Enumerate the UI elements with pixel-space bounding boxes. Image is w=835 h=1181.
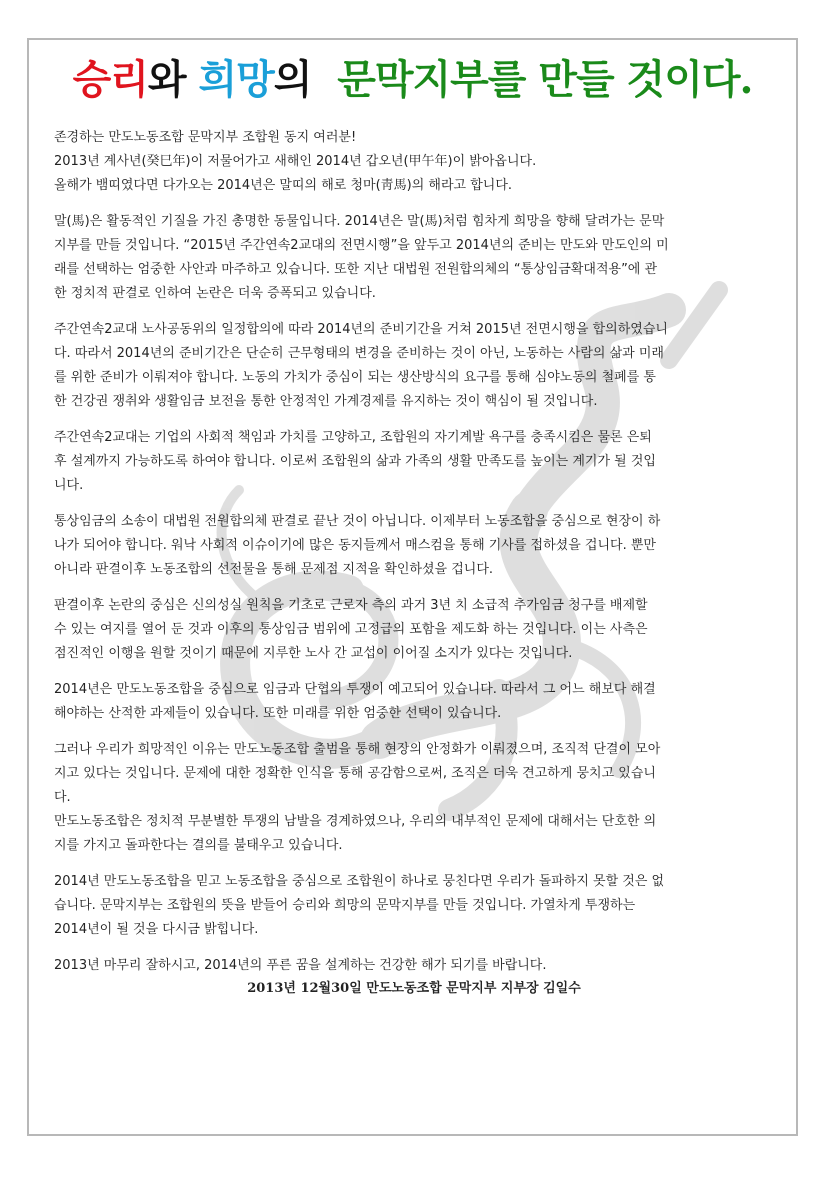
title-part: 승리 <box>72 56 148 103</box>
paragraph-line: 지부를 만들 것입니다. “2015년 주간연속2교대의 전면시행”을 앞두고 2014년의 준비는 만도와 만도인의 미 <box>54 238 669 253</box>
title-part: 희망 <box>198 56 274 103</box>
paragraph-line: 2013년 마무리 잘하시고, 2014년의 푸른 꿈을 설계하는 건강한 해가 되기를 바랍니다. <box>54 958 547 973</box>
paragraph-line: 주간연속2교대 노사공동위의 일정합의에 따라 2014년의 준비기간을 거쳐 2015년 전면시행을 합의하였습니 <box>54 322 668 337</box>
paragraph-line: 아니라 판결이후 노동조합의 선전물을 통해 문제점 지적을 확인하셨을 겁니다. <box>54 562 494 577</box>
paragraph-line: 판결이후 논란의 중심은 신의성실 원칙을 기초로 근로자 측의 과거 3년 치 소급적 추가임금 청구를 배제할 <box>54 598 648 613</box>
paragraph-line: 를 위한 준비가 이뤄져야 합니다. 노동의 가치가 중심이 되는 생산방식의 요구를 통해 심야노동의 철폐를 통 <box>54 370 656 385</box>
paragraph <box>54 954 774 978</box>
paragraph-line: 통상임금의 소송이 대법원 전원합의체 판결로 끝난 것이 아닙니다. 이제부터 노동조합을 중심으로 현장이 하 <box>54 514 661 529</box>
paragraph-line: 그러나 우리가 희망적인 이유는 만도노동조합 출범을 통해 현장의 안정화가 이뤄졌으며, 조직적 단결이 모아 <box>54 742 661 757</box>
paragraph <box>54 678 774 726</box>
document-content <box>29 40 796 1134</box>
paragraph <box>54 126 774 198</box>
title-part: 문막지부를 만들 것이다. <box>337 56 753 103</box>
paragraph-line: 습니다. 문막지부는 조합원의 뜻을 받들어 승리와 희망의 문막지부를 만들 것입니다. 가열차게 투쟁하는 <box>54 898 636 913</box>
paragraph-line: 래를 선택하는 엄중한 사안과 마주하고 있습니다. 또한 지난 대법원 전원합의체의 “통상임금확대적용”에 관 <box>54 262 658 277</box>
paragraph <box>54 510 774 582</box>
paragraph-line: 만도노동조합은 정치적 무분별한 투쟁의 남발을 경계하였으나, 우리의 내부적인 문제에 대해서는 단호한 의 <box>54 814 657 829</box>
title-part: 와 <box>147 56 199 103</box>
paragraph-line: 지고 있다는 것입니다. 문제에 대한 정확한 인식을 통해 공감함으로써, 조직은 더욱 견고하게 뭉치고 있습니 <box>54 766 656 781</box>
paragraph-line: 지를 가지고 돌파한다는 결의를 불태우고 있습니다. <box>54 838 343 853</box>
paragraph-line: 점진적인 이행을 원할 것이기 때문에 지루한 노사 간 교섭이 이어질 소지가 있다는 것입니다. <box>54 646 573 661</box>
paragraph-line: 한 건강권 쟁취와 생활임금 보전을 통한 안정적인 가계경제를 유지하는 것이 핵심이 될 것입니다. <box>54 394 598 409</box>
paragraph <box>54 738 774 858</box>
paragraph-line: 말(馬)은 활동적인 기질을 가진 총명한 동물입니다. 2014년은 말(馬)처럼 힘차게 희망을 향해 달려가는 문막 <box>54 214 665 229</box>
paragraph-line: 2013년 계사년(癸巳年)이 저물어가고 새해인 2014년 갑오년(甲午年)이 밝아옵니다. <box>54 154 537 169</box>
paragraph-line: 한 정치적 판결로 인하여 논란은 더욱 증폭되고 있습니다. <box>54 286 376 301</box>
letter-body <box>54 126 774 1000</box>
signature: 2013년 12월30일 만도노동조합 문막지부 지부장 김일수 <box>247 981 581 996</box>
paragraph-line: 니다. <box>54 478 84 493</box>
paragraph <box>54 870 774 942</box>
paragraph-line: 2014년은 만도노동조합을 중심으로 임금과 단협의 투쟁이 예고되어 있습니다. 따라서 그 어느 해보다 해결 <box>54 682 656 697</box>
page-title <box>29 50 796 110</box>
paragraph-line: 해야하는 산적한 과제들이 있습니다. 또한 미래를 위한 엄중한 선택이 있습니다. <box>54 706 502 721</box>
paragraph-line: 존경하는 만도노동조합 문막지부 조합원 동지 여러분! <box>54 130 357 145</box>
paragraph-line: 올해가 뱀띠였다면 다가오는 2014년은 말띠의 해로 청마(靑馬)의 해라고 합니다. <box>54 178 513 193</box>
paragraph <box>54 318 774 414</box>
title-part: 의 <box>273 56 338 103</box>
paragraph-line: 2014년 만도노동조합을 믿고 노동조합을 중심으로 조합원이 하나로 뭉친다면 우리가 돌파하지 못할 것은 없 <box>54 874 665 889</box>
paragraph-line: 수 있는 여지를 열어 둔 것과 이후의 통상임금 범위에 고정급의 포함을 제도화 하는 것입니다. 이는 사측은 <box>54 622 648 637</box>
paragraph <box>54 426 774 498</box>
paragraph-line: 2014년이 될 것을 다시금 밝힙니다. <box>54 922 259 937</box>
document-frame <box>27 38 798 1136</box>
paragraph <box>54 210 774 306</box>
paragraph-line: 다. <box>54 790 71 805</box>
paragraph <box>54 594 774 666</box>
paragraph-line: 나가 되어야 합니다. 워낙 사회적 이슈이기에 많은 동지들께서 매스컴을 통해 기사를 접하셨을 겁니다. 뿐만 <box>54 538 656 553</box>
paragraph-line: 후 설계까지 가능하도록 하여야 합니다. 이로써 조합원의 삶과 가족의 생활 만족도를 높이는 계기가 될 것입 <box>54 454 656 469</box>
paragraph-line: 주간연속2교대는 기업의 사회적 책임과 가치를 고양하고, 조합원의 자기계발 욕구를 충족시킴은 물론 은퇴 <box>54 430 652 445</box>
paragraph-line: 다. 따라서 2014년의 준비기간은 단순히 근무형태의 변경을 준비하는 것이 아닌, 노동하는 사람의 삶과 미래 <box>54 346 664 361</box>
